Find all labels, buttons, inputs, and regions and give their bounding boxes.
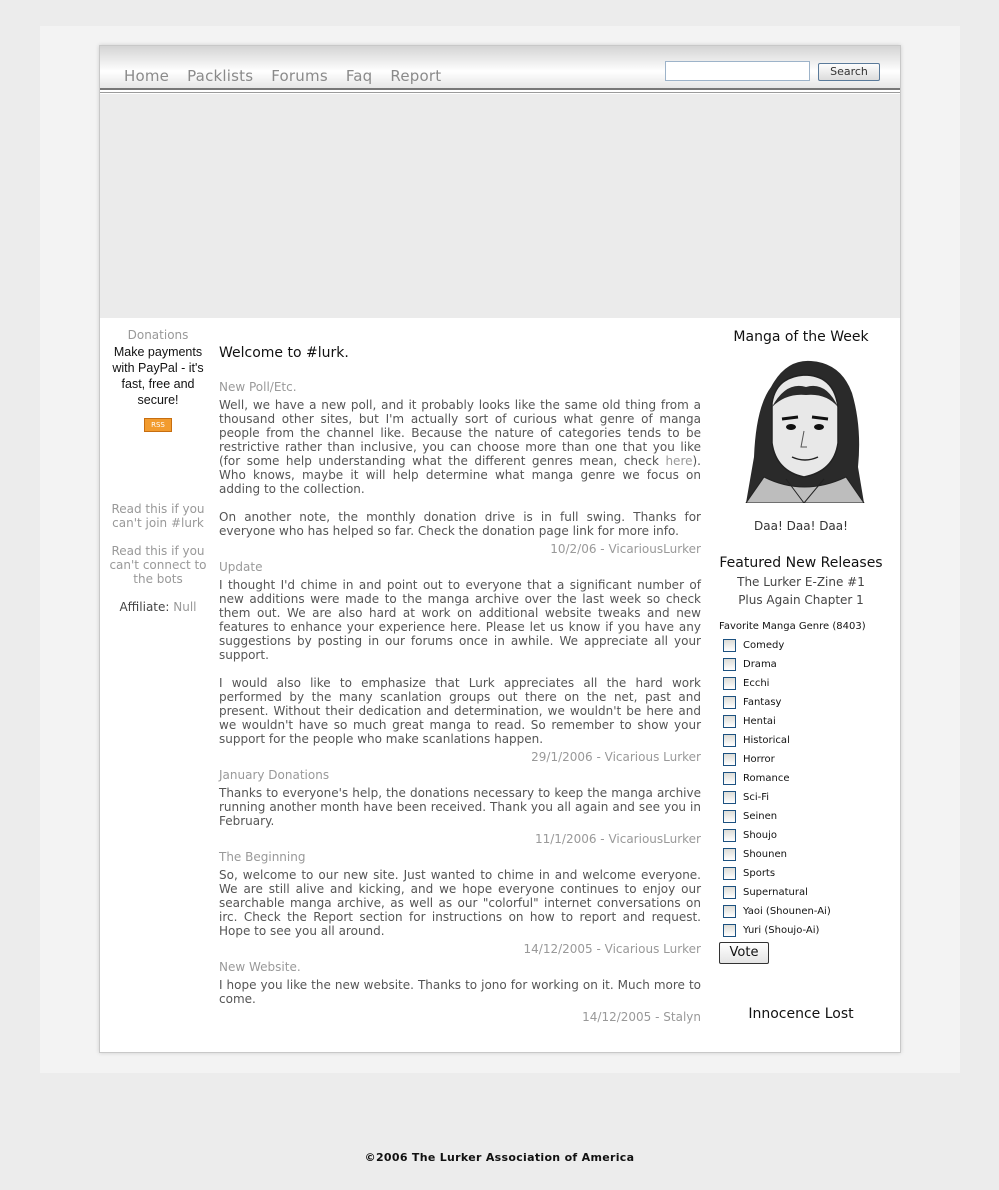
post-title: Update [219,560,263,574]
poll-option-label: Hentai [743,716,776,727]
poll-option-label: Shounen [743,849,787,860]
nav-divider-thin [100,92,900,93]
poll-checkbox[interactable] [723,791,736,804]
poll-checkbox[interactable] [723,677,736,690]
nav-divider [100,88,900,90]
poll-option[interactable] [719,769,888,788]
news-post [219,380,701,556]
poll-checkbox[interactable] [723,810,736,823]
poll-checkbox[interactable] [723,753,736,766]
post-text: Well, we have a new poll, and it probably looks like the same old thing from a thousand other sites, but I'm actually sort of curious what genre of manga people from the channel like. Because the nature of categories tends to be restrictive rather than inclusive, you can choose more than one that you like (for some help understanding what the different genres mean, check [219,398,701,468]
poll-option-label: Shoujo [743,830,778,841]
poll-option[interactable] [719,883,888,902]
poll-option[interactable] [719,731,888,750]
nav-faq[interactable]: Faq [345,67,373,85]
poll-option-label: Yuri (Shoujo-Ai) [743,925,820,936]
post-meta: 11/1/2006 - VicariousLurker [534,832,701,846]
affiliate-value[interactable]: Null [173,600,197,614]
donations-heading: Donations [127,328,189,342]
post-text: Thanks to everyone's help, the donations necessary to keep the manga archive running another month have been received. Thank you all again and see you in February. [219,786,701,828]
poll-checkbox[interactable] [723,829,736,842]
poll-option-label: Ecchi [743,678,770,689]
post-text: I thought I'd chime in and point out to everyone that a significant number of new additions were made to the manga archive over the last week so check them out. We are also hard at work on additional website tweaks and new features to enhance your experience here. Please let us know if you have any suggestions by posting in our forums once in awhile. We appreciate all your support. [219,578,701,662]
post-title: New Poll/Etc. [219,380,297,394]
poll-option[interactable] [719,693,888,712]
poll-option[interactable] [719,712,888,731]
genre-poll [714,621,888,964]
poll-option-label: Drama [743,659,777,670]
poll-option[interactable] [719,902,888,921]
featured-release-link[interactable]: Plus Again Chapter 1 [738,593,864,607]
main-nav [124,67,459,85]
post-text: So, welcome to our new site. Just wanted to chime in and welcome everyone. We are still alive and kicking, and we hope everyone continues to enjoy our searchable manga archive, as well as our "colorful" internet conversations on irc. Check the Report section for instructions on how to report and request. Hope to see you all around. [219,868,701,938]
innocence-lost-link[interactable]: Innocence Lost [748,1006,854,1022]
page-title: Welcome to #lurk. [219,345,349,361]
post-body [219,978,701,1006]
post-body [219,868,701,938]
poll-checkbox[interactable] [723,924,736,937]
featured-releases-heading: Featured New Releases [719,555,883,571]
post-body [219,578,701,746]
search-button[interactable]: Search [818,63,880,81]
poll-option-label: Supernatural [743,887,808,898]
left-sidebar [100,328,216,614]
poll-option-label: Romance [743,773,790,784]
genres-here-link[interactable]: here [665,454,693,468]
news-post [219,560,701,764]
header-banner [100,94,900,318]
post-meta: 14/12/2005 - Stalyn [582,1010,701,1024]
poll-option-label: Historical [743,735,790,746]
poll-option[interactable] [719,788,888,807]
poll-option[interactable] [719,826,888,845]
poll-option[interactable] [719,636,888,655]
poll-option-label: Horror [743,754,775,765]
post-body [219,398,701,538]
nav-report[interactable]: Report [390,67,442,85]
post-text: I hope you like the new website. Thanks to jono for working on it. Much more to come. [219,978,701,1006]
poll-checkbox[interactable] [723,905,736,918]
poll-checkbox[interactable] [723,696,736,709]
paypal-button[interactable]: Make payments with PayPal - it's fast, free and secure! [112,345,204,407]
top-navbar [100,46,900,88]
poll-option[interactable] [719,921,888,940]
post-title: The Beginning [219,850,306,864]
poll-option-label: Sci-Fi [743,792,770,803]
affiliate-row [100,600,216,614]
poll-option-label: Comedy [743,640,785,651]
poll-option[interactable] [719,807,888,826]
poll-checkbox[interactable] [723,848,736,861]
featured-release-link[interactable]: The Lurker E-Zine #1 [737,575,865,589]
post-meta: 10/2/06 - VicariousLurker [550,542,701,556]
news-post [219,768,701,846]
affiliate-label: Affiliate: [119,600,170,614]
poll-option-label: Seinen [743,811,778,822]
search-input[interactable] [665,61,810,81]
manga-of-week-title[interactable]: Daa! Daa! Daa! [754,519,848,533]
poll-checkbox[interactable] [723,658,736,671]
poll-checkbox[interactable] [723,715,736,728]
post-text: I would also like to emphasize that Lurk appreciates all the hard work performed by the many scanlation groups out there on the net, past and present. Without their dedication and determination, we wouldn't be here and we wouldn't have so much great manga to read. So remember to show your support for the people who make scanlations happen. [219,676,701,746]
news-post [219,850,701,956]
manga-cover-image[interactable] [726,347,876,503]
right-sidebar [714,329,888,1022]
nav-home[interactable]: Home [124,67,170,85]
poll-option[interactable] [719,845,888,864]
poll-option-label: Sports [743,868,776,879]
cant-connect-link[interactable]: Read this if you can't connect to the bots [109,544,207,586]
poll-option[interactable] [719,750,888,769]
nav-forums[interactable]: Forums [271,67,328,85]
poll-question: Favorite Manga Genre (8403) [719,621,866,632]
poll-option[interactable] [719,655,888,674]
cant-join-link[interactable]: Read this if you can't join #lurk [111,502,205,530]
vote-button[interactable]: Vote [719,942,769,964]
poll-checkbox[interactable] [723,639,736,652]
post-title: New Website. [219,960,301,974]
footer-copyright: ©2006 The Lurker Association of America [364,1151,635,1164]
post-body [219,786,701,828]
poll-checkbox[interactable] [723,772,736,785]
poll-option-label: Fantasy [743,697,782,708]
poll-checkbox[interactable] [723,734,736,747]
poll-option[interactable] [719,674,888,693]
manga-of-week-heading: Manga of the Week [733,329,869,345]
poll-option[interactable] [719,864,888,883]
post-meta: 29/1/2006 - Vicarious Lurker [531,750,701,764]
poll-option-label: Yaoi (Shounen-Ai) [743,906,831,917]
news-post [219,960,701,1024]
page-frame [99,45,901,1053]
poll-checkbox[interactable] [723,867,736,880]
poll-checkbox[interactable] [723,886,736,899]
post-text: ). Who knows, maybe it will help determine what manga genre we focus on adding to the collection. [219,454,701,496]
rss-icon[interactable]: RSS [144,418,172,432]
nav-packlists[interactable]: Packlists [187,67,254,85]
post-text: On another note, the monthly donation drive is in full swing. Thanks for everyone who has helped so far. Check the donation page link for more info. [219,510,701,538]
post-title: January Donations [219,768,330,782]
news-column [219,346,701,1028]
post-meta: 14/12/2005 - Vicarious Lurker [523,942,701,956]
